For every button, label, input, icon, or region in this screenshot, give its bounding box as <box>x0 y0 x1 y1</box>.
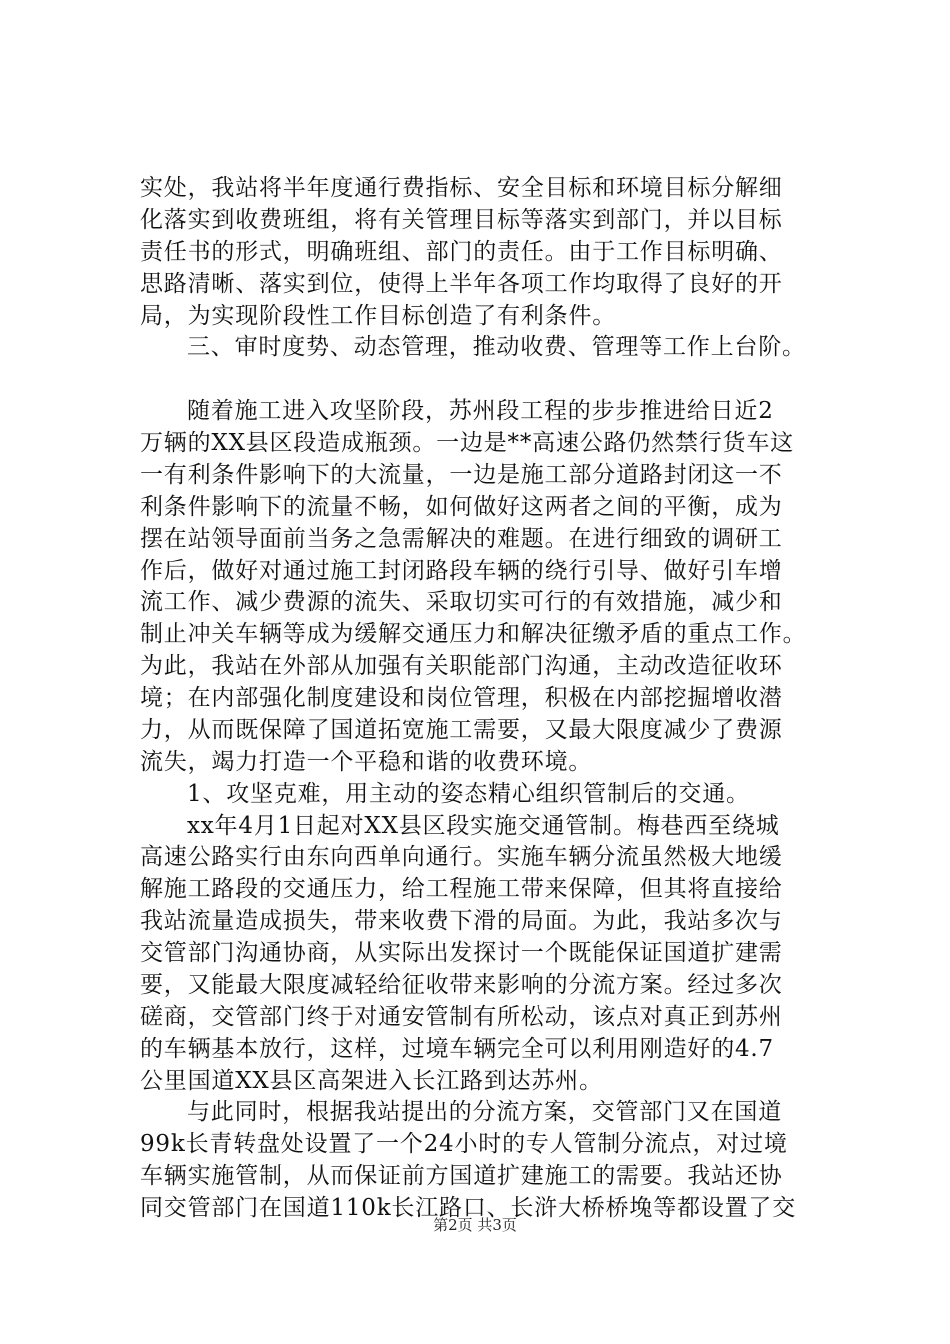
text-line: 局，为实现阶段性工作目标创造了有利条件。 <box>140 303 616 329</box>
text-line: 实处，我站将半年度通行费指标、安全目标和环境目标分解细 <box>140 175 783 201</box>
text-line: 万辆的XX县区段造成瓶颈。一边是**高速公路仍然禁行货车这 <box>140 430 794 456</box>
text-line: 境；在内部强化制度建设和岗位管理，积极在内部挖掘增收潜 <box>140 685 783 711</box>
text-line: 解施工路段的交通压力，给工程施工带来保障，但其将直接给 <box>140 876 783 902</box>
text-line: 作后，做好对通过施工封闭路段车辆的绕行引导、做好引车增 <box>140 558 783 584</box>
text-line: 制止冲关车辆等成为缓解交通压力和解决征缴矛盾的重点工作。 <box>140 621 807 647</box>
text-line: 同交管部门在国道110k长江路口、长浒大桥桥堍等都设置了交 <box>140 1195 797 1221</box>
text-line: 流失，竭力打造一个平稳和谐的收费环境。 <box>140 749 593 775</box>
text-line: 我站流量造成损失，带来收费下滑的局面。为此，我站多次与 <box>140 908 783 934</box>
text-line: 力，从而既保障了国道拓宽施工需要，又最大限度减少了费源 <box>140 717 783 743</box>
text-line: 思路清晰、落实到位，使得上半年各项工作均取得了良好的开 <box>140 271 783 297</box>
subsection-heading: 1、攻坚克难，用主动的姿态精心组织管制后的交通。 <box>187 781 750 807</box>
text-line: 流工作、减少费源的流失、采取切实可行的有效措施，减少和 <box>140 589 783 615</box>
text-line: 随着施工进入攻坚阶段，苏州段工程的步步推进给日近2 <box>187 398 774 424</box>
text-line: 为此，我站在外部从加强有关职能部门沟通，主动改造征收环 <box>140 653 783 679</box>
text-line: 化落实到收费班组，将有关管理目标等落实到部门，并以目标 <box>140 207 783 233</box>
text-line: 与此同时，根据我站提出的分流方案，交管部门又在国道 <box>187 1099 782 1125</box>
text-line: 公里国道XX县区高架进入长江路到达苏州。 <box>140 1068 603 1094</box>
text-line: 交管部门沟通协商，从实际出发探讨一个既能保证国道扩建需 <box>140 940 783 966</box>
text-line: 摆在站领导面前当务之急需解决的难题。在进行细致的调研工 <box>140 526 783 552</box>
text-line: 高速公路实行由东向西单向通行。实施车辆分流虽然极大地缓 <box>140 844 783 870</box>
text-line: 99k长青转盘处设置了一个24小时的专人管制分流点，对过境 <box>140 1131 788 1157</box>
text-line: xx年4月1日起对XX县区段实施交通管制。梅巷西至绕城 <box>187 813 780 839</box>
page-footer: 第2页 共3页 <box>433 1216 517 1234</box>
text-line: 一有利条件影响下的大流量，一边是施工部分道路封闭这一不 <box>140 462 783 488</box>
text-line: 要，又能最大限度减轻给征收带来影响的分流方案。经过多次 <box>140 972 783 998</box>
section-heading: 三、审时度势、动态管理，推动收费、管理等工作上台阶。 <box>187 334 806 360</box>
text-line: 磋商，交管部门终于对通安管制有所松动，该点对真正到苏州 <box>140 1004 783 1030</box>
text-line: 车辆实施管制，从而保证前方国道扩建施工的需要。我站还协 <box>140 1163 783 1189</box>
text-line: 利条件影响下的流量不畅，如何做好这两者之间的平衡，成为 <box>140 494 783 520</box>
text-line: 责任书的形式，明确班组、部门的责任。由于工作目标明确、 <box>140 239 783 265</box>
text-line: 的车辆基本放行，这样，过境车辆完全可以利用刚造好的4.7 <box>140 1036 774 1062</box>
